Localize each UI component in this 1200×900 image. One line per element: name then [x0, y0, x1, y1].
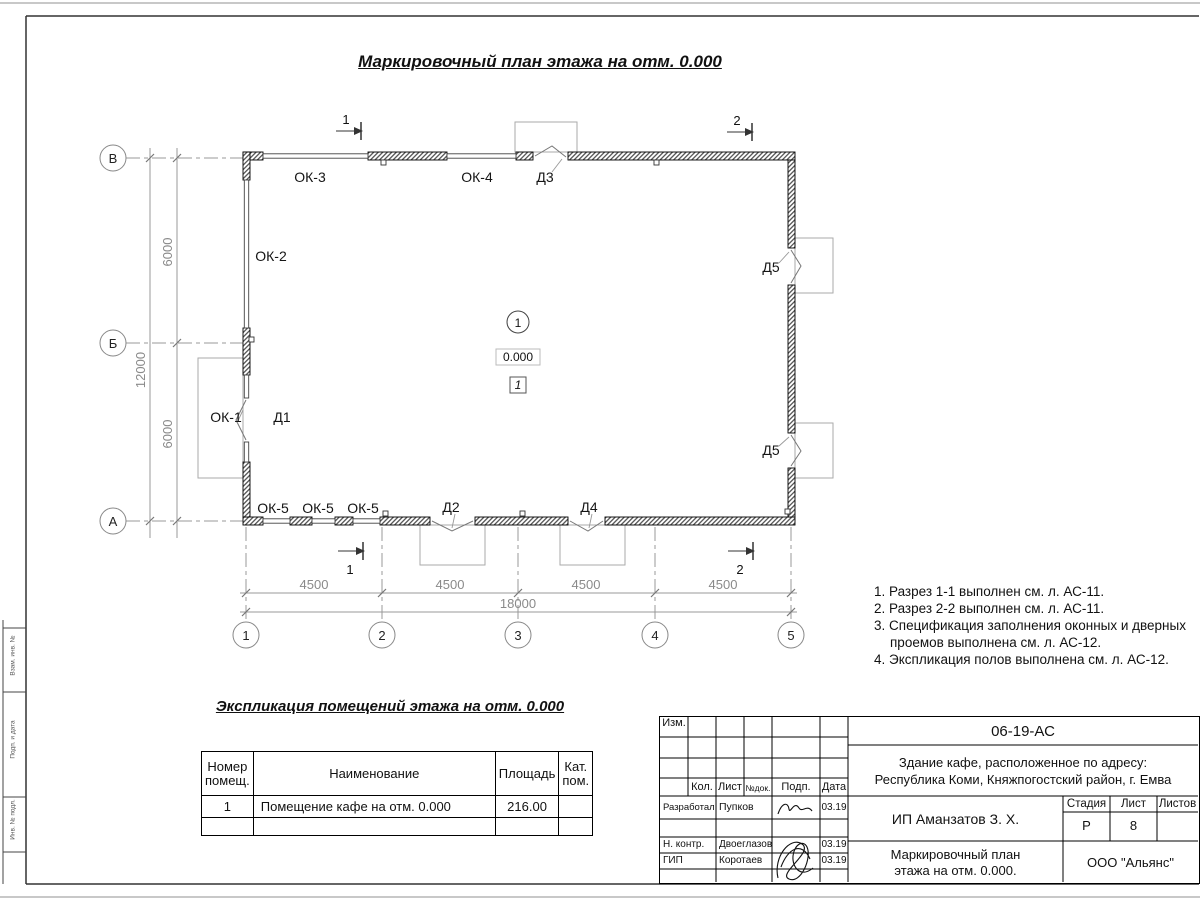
axis-col-label: 2 — [378, 628, 386, 643]
section-mark-1-bottom: 1 — [346, 562, 354, 577]
rev-header-list: Лист — [718, 781, 742, 793]
floor-type-mark: 1 — [514, 378, 522, 392]
dim-col-span-3: 4500 — [571, 577, 601, 592]
room-number: 1 — [514, 316, 522, 330]
note-item: 3. Спецификация заполнения оконных и дверных проемов выполнена см. л. АС-12. — [874, 618, 1186, 650]
label-ok4: ОК-4 — [461, 169, 493, 185]
rev-header-podp: Подп. — [781, 781, 811, 793]
label-ok1: ОК-1 — [210, 409, 242, 425]
margin-label: Инв. № подл. — [9, 799, 17, 840]
document-number: 06-19-АС — [991, 723, 1055, 740]
rev-header-izm: Изм. — [662, 717, 686, 729]
leader-lines — [237, 159, 789, 528]
axis-row-label: Б — [108, 336, 118, 351]
person-date: 03.19 — [821, 802, 847, 813]
dimension-lines — [133, 148, 797, 616]
person-name: Двоеглазов — [719, 839, 773, 850]
room-elevation: 0.000 — [502, 350, 534, 364]
sheet-number-value: 8 — [1129, 818, 1138, 833]
client-name: ИП Аманзатов З. Х. — [891, 811, 1020, 827]
wall-tie-marks — [249, 160, 790, 516]
label-ok2: ОК-2 — [255, 248, 287, 264]
title-block — [659, 716, 1200, 884]
axis-col-label: 3 — [514, 628, 522, 643]
dim-row-span-1: 6000 — [160, 237, 175, 267]
sheet-header: Лист — [1121, 798, 1146, 810]
axis-row-label: В — [108, 151, 118, 166]
signature — [777, 804, 813, 879]
section-mark-2-bottom: 2 — [736, 562, 744, 577]
window-symbols — [244, 154, 516, 523]
dim-col-total: 18000 — [499, 596, 537, 611]
label-d4: Д4 — [580, 499, 598, 515]
room-marks — [496, 311, 540, 393]
door-leaves — [236, 146, 801, 531]
cell-room-cat — [559, 796, 593, 818]
porch-outlines — [198, 122, 833, 565]
note-item: 4. Экспликация полов выполнена см. л. АС-12. — [874, 652, 1169, 667]
dim-row-span-2: 6000 — [160, 419, 175, 449]
company-name: ООО "Альянс" — [1087, 855, 1174, 870]
person-name: Пупков — [719, 801, 754, 813]
rev-header-data: Дата — [821, 781, 847, 793]
col-header-number: Номер помещ. — [202, 752, 254, 796]
cell-room-name: Помещение кафе на отм. 0.000 — [253, 796, 495, 818]
dim-col-span-1: 4500 — [299, 577, 329, 592]
person-date: 03.19 — [821, 839, 847, 850]
stage-value: Р — [1082, 818, 1091, 833]
axis-lines — [126, 158, 791, 622]
drawing-name-line1: Маркировочный план — [890, 847, 1021, 862]
dim-col-span-2: 4500 — [435, 577, 465, 592]
axis-bubbles — [100, 145, 804, 648]
cell-room-area: 216.00 — [495, 796, 559, 818]
note-item: 1. Разрез 1-1 выполнен см. л. АС-11. — [874, 584, 1105, 599]
label-d3: Д3 — [536, 169, 554, 185]
explication-table — [201, 751, 593, 836]
walls — [243, 152, 795, 525]
label-d5-lower: Д5 — [762, 442, 780, 458]
dim-row-total: 12000 — [133, 351, 148, 389]
label-d2: Д2 — [442, 499, 460, 515]
label-ok3: ОК-3 — [294, 169, 326, 185]
person-role: Н. контр. — [663, 839, 705, 850]
section-mark-1-top: 1 — [342, 112, 350, 127]
rev-header-kol: Кол. — [691, 781, 713, 793]
dim-col-span-4: 4500 — [708, 577, 738, 592]
axis-col-label: 5 — [787, 628, 795, 643]
axis-row-label: А — [108, 514, 118, 529]
label-ok5-2: ОК-5 — [302, 500, 334, 516]
axis-col-label: 4 — [651, 628, 659, 643]
object-address-line1: Здание кафе, расположенное по адресу: — [898, 755, 1148, 770]
col-header-area: Площадь — [495, 752, 559, 796]
table-row — [202, 796, 593, 818]
label-d1: Д1 — [273, 409, 291, 425]
col-header-name: Наименование — [253, 752, 495, 796]
person-role: ГИП — [663, 855, 683, 866]
margin-label: Подп. и дата — [9, 720, 17, 759]
rev-header-ndoc: №док. — [745, 783, 771, 793]
plan-labels — [210, 169, 780, 516]
section-mark-2-top: 2 — [733, 113, 741, 128]
sheets-total-header: Листов — [1158, 798, 1197, 810]
table-row-empty — [202, 818, 593, 836]
margin-label: Взам. инв. № — [9, 635, 17, 676]
note-item: 2. Разрез 2-2 выполнен см. л. АС-11. — [874, 601, 1105, 616]
person-name: Коротаев — [719, 855, 763, 866]
axis-col-label: 1 — [242, 628, 250, 643]
explication-header-row — [202, 752, 593, 796]
person-role: Разработал — [663, 802, 715, 813]
label-ok5-3: ОК-5 — [347, 500, 379, 516]
object-address-line2: Республика Коми, Княжпогостский район, г. Емва — [874, 772, 1172, 787]
label-d5-upper: Д5 — [762, 259, 780, 275]
page-title: Маркировочный план этажа на отм. 0.000 — [358, 52, 722, 71]
col-header-cat: Кат. пом. — [559, 752, 593, 796]
stage-header: Стадия — [1066, 798, 1107, 810]
notes-list — [874, 583, 1192, 668]
drawing-name-line2: этажа на отм. 0.000. — [894, 863, 1017, 878]
cell-room-number: 1 — [202, 796, 254, 818]
person-date: 03.19 — [821, 855, 847, 866]
label-ok5-1: ОК-5 — [257, 500, 289, 516]
explication-title: Экспликация помещений этажа на отм. 0.000 — [215, 698, 565, 715]
